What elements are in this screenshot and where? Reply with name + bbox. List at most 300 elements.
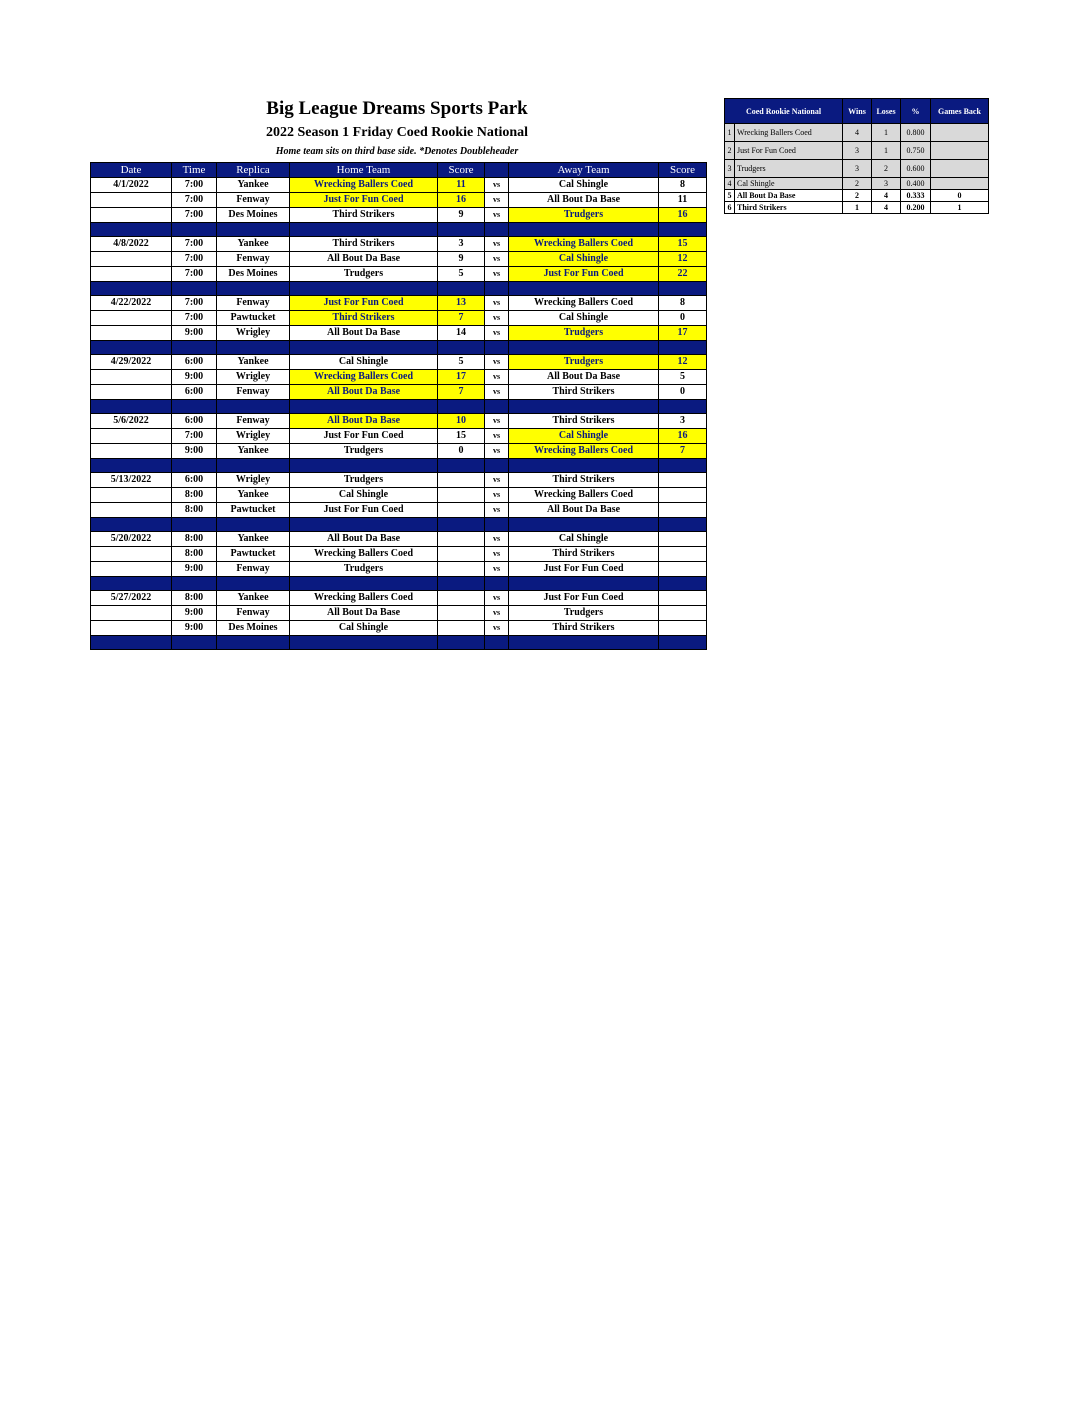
home-team: Wrecking Ballers Coed	[290, 547, 438, 562]
vs-label: vs	[485, 621, 509, 636]
home-team: Just For Fun Coed	[290, 193, 438, 208]
vs-label: vs	[485, 237, 509, 252]
away-team: Third Strikers	[509, 385, 659, 400]
season-subtitle: 2022 Season 1 Friday Coed Rookie National	[265, 125, 529, 140]
standings-rank: 3	[725, 160, 735, 178]
standings-wins: 3	[843, 160, 872, 178]
separator-cell	[659, 518, 707, 532]
vs-label: vs	[485, 326, 509, 341]
separator-cell	[659, 636, 707, 650]
week-separator	[91, 459, 707, 473]
standings-row	[725, 160, 989, 178]
separator-cell	[438, 223, 485, 237]
home-team: All Bout Da Base	[290, 414, 438, 429]
home-score: 11	[438, 178, 485, 193]
away-team: Third Strikers	[509, 621, 659, 636]
game-row	[91, 473, 707, 488]
separator-cell	[290, 459, 438, 473]
game-time: 7:00	[172, 208, 217, 223]
game-field: Pawtucket	[217, 547, 290, 562]
vs-label: vs	[485, 532, 509, 547]
separator-cell	[659, 459, 707, 473]
standings-table	[724, 98, 989, 214]
away-team: Just For Fun Coed	[509, 562, 659, 577]
week-separator	[91, 577, 707, 591]
game-row	[91, 355, 707, 370]
game-date	[91, 326, 172, 341]
vs-label: vs	[485, 311, 509, 326]
away-score	[659, 606, 707, 621]
separator-cell	[438, 341, 485, 355]
game-date	[91, 370, 172, 385]
standings-team: Wrecking Ballers Coed	[735, 124, 843, 142]
separator-cell	[217, 400, 290, 414]
game-time: 8:00	[172, 503, 217, 518]
separator-cell	[172, 400, 217, 414]
standings-wins: 3	[843, 142, 872, 160]
game-date: 5/6/2022	[91, 414, 172, 429]
col-vs-header	[485, 163, 509, 178]
standings-row	[725, 124, 989, 142]
standings-rank: 6	[725, 202, 735, 214]
separator-cell	[91, 223, 172, 237]
home-team: Cal Shingle	[290, 488, 438, 503]
game-row	[91, 237, 707, 252]
game-time: 7:00	[172, 178, 217, 193]
home-score	[438, 547, 485, 562]
home-score	[438, 621, 485, 636]
col-away-score-header: Score	[659, 163, 707, 178]
game-date	[91, 444, 172, 459]
home-team: Trudgers	[290, 444, 438, 459]
away-team: All Bout Da Base	[509, 193, 659, 208]
separator-cell	[172, 282, 217, 296]
separator-cell	[509, 223, 659, 237]
game-date	[91, 606, 172, 621]
away-team: Cal Shingle	[509, 532, 659, 547]
standings-team: Trudgers	[735, 160, 843, 178]
home-score: 7	[438, 311, 485, 326]
separator-cell	[485, 459, 509, 473]
home-team: Third Strikers	[290, 237, 438, 252]
vs-label: vs	[485, 591, 509, 606]
game-time: 6:00	[172, 385, 217, 400]
separator-cell	[438, 282, 485, 296]
game-date: 4/1/2022	[91, 178, 172, 193]
col-time-header: Time	[172, 163, 217, 178]
standings-wins: 1	[843, 202, 872, 214]
standings-pct: 0.200	[901, 202, 931, 214]
game-field: Fenway	[217, 193, 290, 208]
separator-cell	[659, 400, 707, 414]
game-field: Fenway	[217, 252, 290, 267]
game-time: 9:00	[172, 444, 217, 459]
separator-cell	[485, 282, 509, 296]
game-time: 7:00	[172, 252, 217, 267]
game-row	[91, 414, 707, 429]
separator-cell	[485, 518, 509, 532]
separator-cell	[485, 341, 509, 355]
separator-cell	[509, 459, 659, 473]
game-date	[91, 562, 172, 577]
game-time: 7:00	[172, 429, 217, 444]
game-row	[91, 178, 707, 193]
vs-label: vs	[485, 208, 509, 223]
home-score: 3	[438, 237, 485, 252]
week-separator	[91, 341, 707, 355]
game-time: 8:00	[172, 488, 217, 503]
standings-games-back: 0	[931, 190, 989, 202]
standings-games-back	[931, 142, 989, 160]
game-row	[91, 208, 707, 223]
separator-cell	[509, 400, 659, 414]
game-time: 9:00	[172, 326, 217, 341]
vs-label: vs	[485, 503, 509, 518]
away-team: Third Strikers	[509, 473, 659, 488]
game-row	[91, 547, 707, 562]
game-date	[91, 429, 172, 444]
home-score: 14	[438, 326, 485, 341]
home-team: Wrecking Ballers Coed	[290, 370, 438, 385]
separator-cell	[438, 400, 485, 414]
standings-pct: 0.400	[901, 178, 931, 190]
away-score	[659, 547, 707, 562]
game-row	[91, 429, 707, 444]
away-team: Just For Fun Coed	[509, 267, 659, 282]
home-score: 0	[438, 444, 485, 459]
game-field: Fenway	[217, 296, 290, 311]
game-row	[91, 621, 707, 636]
home-team: Just For Fun Coed	[290, 296, 438, 311]
game-time: 9:00	[172, 370, 217, 385]
separator-cell	[172, 459, 217, 473]
standings-loses: 4	[872, 202, 901, 214]
separator-cell	[172, 223, 217, 237]
standings-pct-header: %	[901, 99, 931, 124]
separator-cell	[217, 223, 290, 237]
home-team: Trudgers	[290, 267, 438, 282]
game-date: 5/13/2022	[91, 473, 172, 488]
vs-label: vs	[485, 414, 509, 429]
away-score: 0	[659, 311, 707, 326]
separator-cell	[485, 577, 509, 591]
schedule-table	[90, 162, 707, 650]
away-score: 12	[659, 252, 707, 267]
standings-loses-header: Loses	[872, 99, 901, 124]
standings-rank: 1	[725, 124, 735, 142]
standings-pct: 0.800	[901, 124, 931, 142]
game-field: Fenway	[217, 385, 290, 400]
separator-cell	[290, 636, 438, 650]
game-row	[91, 252, 707, 267]
game-date: 5/20/2022	[91, 532, 172, 547]
game-time: 9:00	[172, 606, 217, 621]
game-field: Pawtucket	[217, 503, 290, 518]
game-row	[91, 488, 707, 503]
home-team: All Bout Da Base	[290, 252, 438, 267]
away-score	[659, 621, 707, 636]
standings-body	[725, 124, 989, 214]
separator-cell	[217, 636, 290, 650]
away-team: Wrecking Ballers Coed	[509, 444, 659, 459]
standings-loses: 1	[872, 142, 901, 160]
away-team: Cal Shingle	[509, 311, 659, 326]
home-score	[438, 473, 485, 488]
away-score: 15	[659, 237, 707, 252]
game-date	[91, 488, 172, 503]
vs-label: vs	[485, 267, 509, 282]
away-score: 16	[659, 429, 707, 444]
home-team: Third Strikers	[290, 208, 438, 223]
home-score	[438, 503, 485, 518]
game-row	[91, 444, 707, 459]
away-score: 0	[659, 385, 707, 400]
standings-pct: 0.750	[901, 142, 931, 160]
schedule-body	[91, 178, 707, 650]
home-team: Just For Fun Coed	[290, 503, 438, 518]
separator-cell	[217, 341, 290, 355]
game-time: 7:00	[172, 237, 217, 252]
away-score: 7	[659, 444, 707, 459]
game-time: 7:00	[172, 296, 217, 311]
home-team: All Bout Da Base	[290, 385, 438, 400]
home-team: Just For Fun Coed	[290, 429, 438, 444]
standings-team: Cal Shingle	[735, 178, 843, 190]
game-field: Des Moines	[217, 621, 290, 636]
separator-cell	[91, 577, 172, 591]
vs-label: vs	[485, 606, 509, 621]
home-team: Wrecking Ballers Coed	[290, 591, 438, 606]
separator-cell	[438, 577, 485, 591]
away-score	[659, 591, 707, 606]
game-date: 5/27/2022	[91, 591, 172, 606]
away-score	[659, 562, 707, 577]
separator-cell	[290, 282, 438, 296]
separator-cell	[217, 577, 290, 591]
standings-row	[725, 142, 989, 160]
separator-cell	[91, 518, 172, 532]
week-separator	[91, 223, 707, 237]
game-time: 7:00	[172, 267, 217, 282]
week-separator	[91, 518, 707, 532]
game-field: Yankee	[217, 488, 290, 503]
schedule-header-row	[91, 163, 707, 178]
home-team: Cal Shingle	[290, 355, 438, 370]
game-date	[91, 311, 172, 326]
standings-wins: 4	[843, 124, 872, 142]
game-time: 7:00	[172, 193, 217, 208]
away-team: Wrecking Ballers Coed	[509, 237, 659, 252]
standings-wins: 2	[843, 190, 872, 202]
separator-cell	[172, 636, 217, 650]
game-time: 8:00	[172, 591, 217, 606]
week-separator	[91, 636, 707, 650]
away-score	[659, 532, 707, 547]
game-date: 4/29/2022	[91, 355, 172, 370]
away-score: 17	[659, 326, 707, 341]
separator-cell	[172, 518, 217, 532]
game-field: Wrigley	[217, 326, 290, 341]
home-score: 10	[438, 414, 485, 429]
standings-games-back	[931, 178, 989, 190]
away-team: Third Strikers	[509, 547, 659, 562]
game-row	[91, 503, 707, 518]
standings-loses: 4	[872, 190, 901, 202]
separator-cell	[509, 636, 659, 650]
game-date	[91, 193, 172, 208]
away-team: Trudgers	[509, 355, 659, 370]
home-team: Wrecking Ballers Coed	[290, 178, 438, 193]
home-score: 15	[438, 429, 485, 444]
vs-label: vs	[485, 488, 509, 503]
separator-cell	[217, 282, 290, 296]
game-field: Wrigley	[217, 473, 290, 488]
col-replica-header: Replica	[217, 163, 290, 178]
game-row	[91, 532, 707, 547]
game-row	[91, 606, 707, 621]
away-team: Cal Shingle	[509, 429, 659, 444]
away-score: 5	[659, 370, 707, 385]
away-score: 16	[659, 208, 707, 223]
game-field: Fenway	[217, 414, 290, 429]
home-score: 5	[438, 355, 485, 370]
standings-loses: 1	[872, 124, 901, 142]
separator-cell	[509, 577, 659, 591]
vs-label: vs	[485, 444, 509, 459]
standings-team: Just For Fun Coed	[735, 142, 843, 160]
game-time: 6:00	[172, 414, 217, 429]
separator-cell	[290, 341, 438, 355]
home-score	[438, 606, 485, 621]
game-field: Yankee	[217, 178, 290, 193]
game-date: 4/22/2022	[91, 296, 172, 311]
separator-cell	[509, 341, 659, 355]
separator-cell	[290, 223, 438, 237]
home-score: 13	[438, 296, 485, 311]
away-score: 3	[659, 414, 707, 429]
game-row	[91, 296, 707, 311]
separator-cell	[485, 223, 509, 237]
separator-cell	[172, 577, 217, 591]
home-score: 5	[438, 267, 485, 282]
vs-label: vs	[485, 193, 509, 208]
separator-cell	[438, 459, 485, 473]
home-team: All Bout Da Base	[290, 326, 438, 341]
home-team: Third Strikers	[290, 311, 438, 326]
away-score	[659, 488, 707, 503]
game-date	[91, 547, 172, 562]
home-score: 16	[438, 193, 485, 208]
vs-label: vs	[485, 178, 509, 193]
vs-label: vs	[485, 473, 509, 488]
game-row	[91, 591, 707, 606]
separator-cell	[485, 400, 509, 414]
separator-cell	[91, 282, 172, 296]
home-team: All Bout Da Base	[290, 532, 438, 547]
standings-division-header: Coed Rookie National	[725, 99, 843, 124]
game-date	[91, 385, 172, 400]
game-date	[91, 252, 172, 267]
away-score: 8	[659, 296, 707, 311]
separator-cell	[659, 577, 707, 591]
separator-cell	[438, 636, 485, 650]
separator-cell	[217, 518, 290, 532]
separator-cell	[91, 341, 172, 355]
standings-team: All Bout Da Base	[735, 190, 843, 202]
game-field: Fenway	[217, 562, 290, 577]
away-team: Trudgers	[509, 606, 659, 621]
game-row	[91, 385, 707, 400]
game-row	[91, 193, 707, 208]
away-score: 11	[659, 193, 707, 208]
game-field: Yankee	[217, 237, 290, 252]
separator-cell	[485, 636, 509, 650]
game-date: 4/8/2022	[91, 237, 172, 252]
separator-cell	[659, 341, 707, 355]
home-score: 17	[438, 370, 485, 385]
game-time: 6:00	[172, 355, 217, 370]
standings-pct: 0.600	[901, 160, 931, 178]
standings-wins-header: Wins	[843, 99, 872, 124]
game-field: Wrigley	[217, 370, 290, 385]
game-date	[91, 208, 172, 223]
standings-wins: 2	[843, 178, 872, 190]
game-row	[91, 370, 707, 385]
game-field: Wrigley	[217, 429, 290, 444]
separator-cell	[659, 282, 707, 296]
vs-label: vs	[485, 547, 509, 562]
separator-cell	[91, 459, 172, 473]
away-team: Just For Fun Coed	[509, 591, 659, 606]
away-team: Cal Shingle	[509, 252, 659, 267]
vs-label: vs	[485, 562, 509, 577]
title-block	[90, 96, 704, 160]
separator-cell	[509, 282, 659, 296]
standings-rank: 4	[725, 178, 735, 190]
away-score	[659, 503, 707, 518]
separator-cell	[91, 400, 172, 414]
game-row	[91, 326, 707, 341]
away-team: Wrecking Ballers Coed	[509, 296, 659, 311]
week-separator	[91, 400, 707, 414]
vs-label: vs	[485, 370, 509, 385]
game-field: Pawtucket	[217, 311, 290, 326]
away-team: Wrecking Ballers Coed	[509, 488, 659, 503]
home-team: Trudgers	[290, 562, 438, 577]
vs-label: vs	[485, 355, 509, 370]
game-time: 7:00	[172, 311, 217, 326]
away-score: 8	[659, 178, 707, 193]
standings-row	[725, 202, 989, 214]
game-time: 8:00	[172, 532, 217, 547]
game-row	[91, 311, 707, 326]
col-away-team-header: Away Team	[509, 163, 659, 178]
standings-games-back	[931, 124, 989, 142]
standings-pct: 0.333	[901, 190, 931, 202]
game-field: Fenway	[217, 606, 290, 621]
standings-header-row	[725, 99, 989, 124]
separator-cell	[438, 518, 485, 532]
standings-rank: 2	[725, 142, 735, 160]
home-score	[438, 488, 485, 503]
home-score	[438, 532, 485, 547]
home-score: 9	[438, 252, 485, 267]
separator-cell	[91, 636, 172, 650]
away-score: 12	[659, 355, 707, 370]
separator-cell	[659, 223, 707, 237]
home-score: 7	[438, 385, 485, 400]
standings-games-back-header: Games Back	[931, 99, 989, 124]
